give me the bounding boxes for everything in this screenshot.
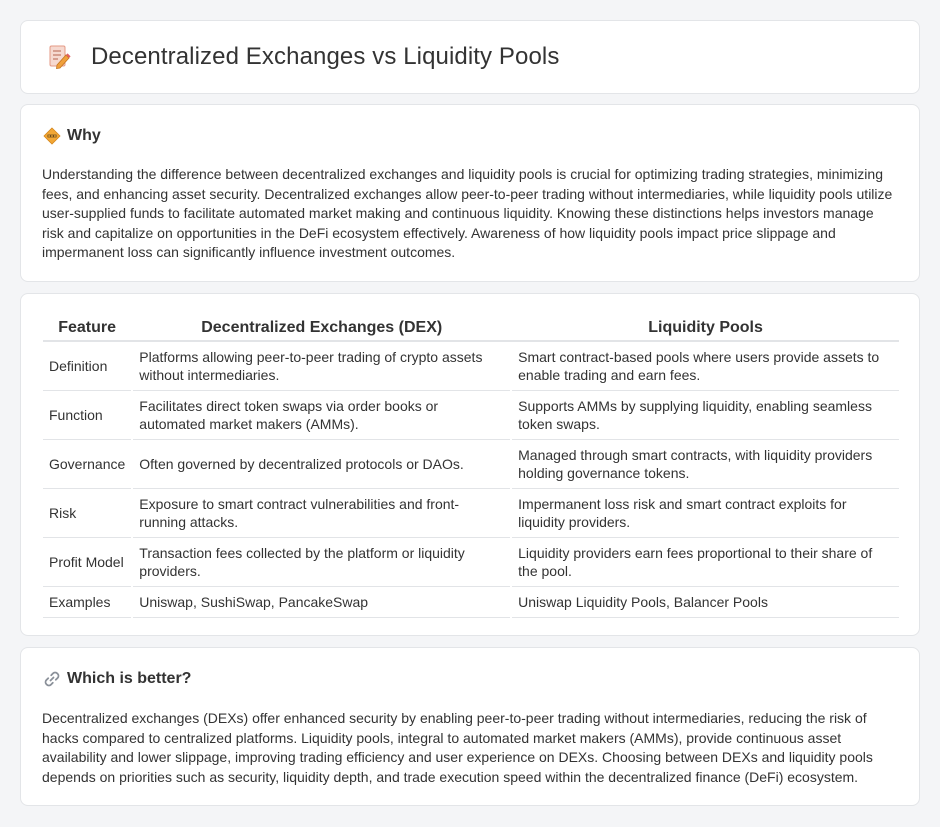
pools-cell: Liquidity providers earn fees proportional to their share of the pool.: [511, 537, 899, 586]
link-icon: [43, 670, 61, 688]
dex-cell: Uniswap, SushiSwap, PancakeSwap: [132, 586, 511, 617]
feature-cell: Examples: [43, 586, 132, 617]
dex-cell: Exposure to smart contract vulnerabilities and front-running attacks.: [132, 488, 511, 537]
diamond-warning-icon: [43, 127, 61, 145]
which-is-better-section: [20, 647, 920, 806]
header-dex: Decentralized Exchanges (DEX): [132, 315, 511, 341]
feature-cell: Profit Model: [43, 537, 132, 586]
table-row: [43, 537, 899, 586]
pools-cell: Uniswap Liquidity Pools, Balancer Pools: [511, 586, 899, 617]
dex-cell: Facilitates direct token swaps via order books or automated market makers (AMMs).: [132, 390, 511, 439]
table-row: [43, 488, 899, 537]
table-header-row: [43, 315, 899, 341]
pools-cell: Smart contract-based pools where users provide assets to enable trading and earn fees.: [511, 341, 899, 390]
dex-cell: Platforms allowing peer-to-peer trading of crypto assets without intermediaries.: [132, 341, 511, 390]
table-row: [43, 341, 899, 390]
comparison-section: [20, 293, 920, 636]
why-section: [20, 104, 920, 282]
dex-cell: Often governed by decentralized protocols or DAOs.: [132, 439, 511, 488]
why-text: Understanding the difference between decentralized exchanges and liquidity pools is crucial for optimizing trading strategies, minimizing fees, and enhancing asset security. Decentralized exchanges allow peer-to-peer trading without intermediaries, while liquidity pools utilize user-supplied funds to facilitate automated market making and continuous liquidity. Knowing these distinctions helps investors manage risk and capitalize on opportunities in the DeFi ecosystem effectively. Awareness of how liquidity pools impact price slippage and impermanent loss can significantly influence investment outcomes.: [42, 166, 893, 261]
why-heading-row: [43, 127, 101, 145]
header-feature: Feature: [43, 315, 132, 341]
title-card: [20, 20, 920, 94]
pools-cell: Managed through smart contracts, with liquidity providers holding governance tokens.: [511, 439, 899, 488]
pools-cell: Impermanent loss risk and smart contract exploits for liquidity providers.: [511, 488, 899, 537]
better-heading: Which is better?: [67, 670, 192, 687]
feature-cell: Risk: [43, 488, 132, 537]
better-heading-row: [43, 670, 191, 688]
feature-cell: Governance: [43, 439, 132, 488]
pools-cell: Supports AMMs by supplying liquidity, enabling seamless token swaps.: [511, 390, 899, 439]
table-row: [43, 390, 899, 439]
why-heading: Why: [67, 127, 101, 144]
feature-cell: Definition: [43, 341, 132, 390]
document-edit-icon: [47, 44, 71, 70]
comparison-table: [43, 315, 899, 618]
dex-cell: Transaction fees collected by the platform or liquidity providers.: [132, 537, 511, 586]
feature-cell: Function: [43, 390, 132, 439]
page-title: Decentralized Exchanges vs Liquidity Pools: [91, 43, 560, 70]
table-row: [43, 586, 899, 617]
table-row: [43, 439, 899, 488]
header-liquidity-pools: Liquidity Pools: [511, 315, 899, 341]
better-text: Decentralized exchanges (DEXs) offer enhanced security by enabling peer-to-peer trading without intermediaries, reducing the risk of hacks compared to centralized platforms. Liquidity pools, integral to automated market makers (AMMs), provide continuous asset availability and lower slippage, improving trading efficiency and user experience on DEXs. Choosing between DEXs and liquidity pools depends on priorities such as security, liquidity depth, and trade execution speed within the decentralized finance (DeFi) ecosystem.: [42, 710, 873, 785]
title-row: [47, 43, 559, 71]
